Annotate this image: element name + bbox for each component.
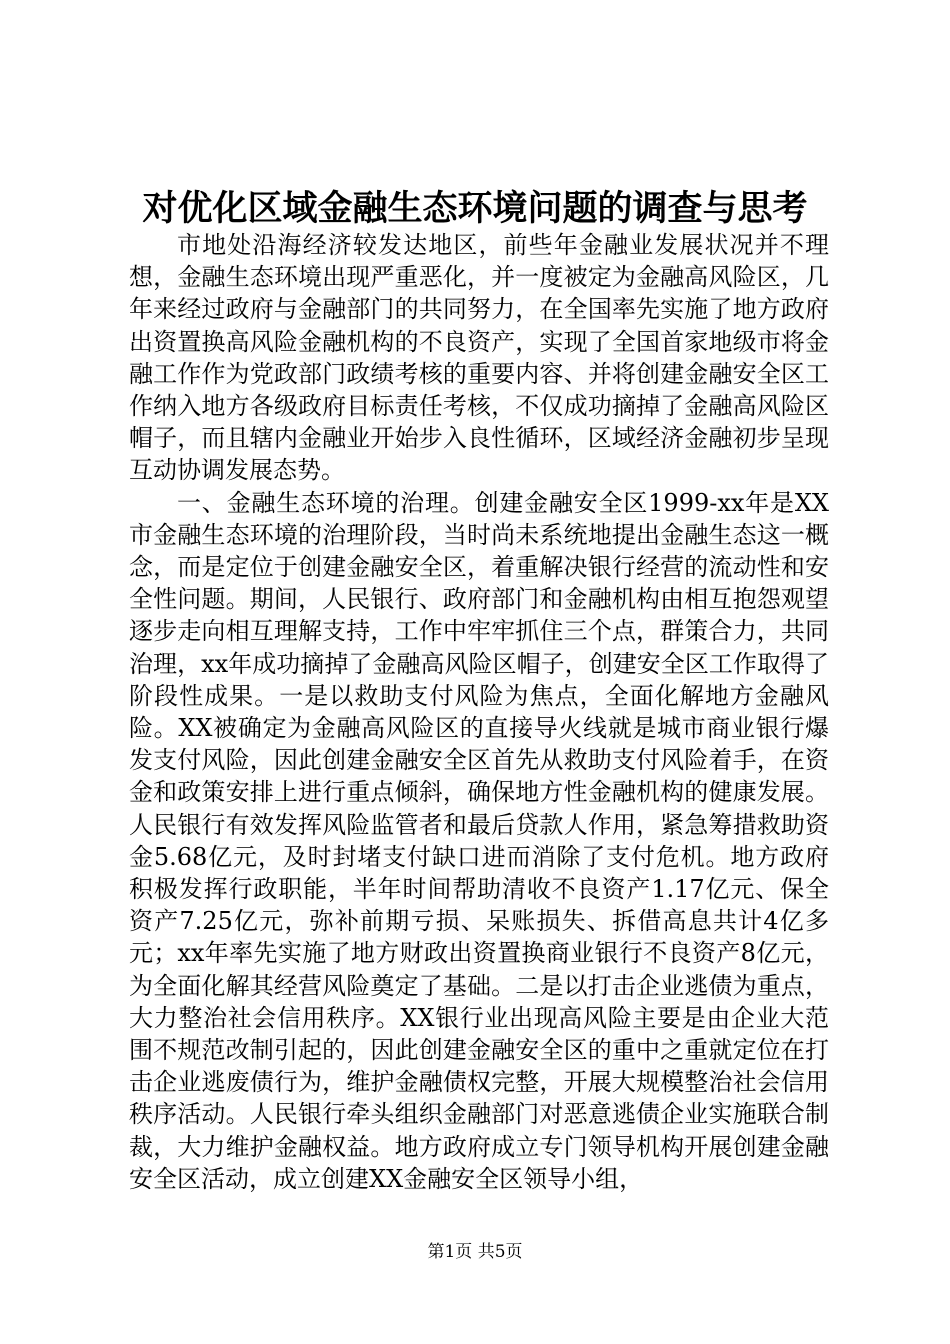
paragraph-section-one: 一、金融生态环境的治理。创建金融安全区1999-xx年是XX市金融生态环境的治理阶段，当时尚未系统地提出金融生态这一概念，而是定位于创建金融安全区，着重解决银行经营的流动性和安全性问题。期间，人民银行、政府部门和金融机构由相互抱怨观望逐步走向相互理解支持，工作中牢牢抓住三个点，群策合力，共同治理，xx年成功摘掉了金融高风险区帽子，创建安全区工作取得了阶段性成果。一是以救助支付风险为焦点，全面化解地方金融风险。XX被确定为金融高风险区的直接导火线就是城市商业银行爆发支付风险，因此创建金融安全区首先从救助支付风险着手，在资金和政策安排上进行重点倾斜，确保地方性金融机构的健康发展。人民银行有效发挥风险监管者和最后贷款人作用，紧急筹措救助资金5.68亿元，及时封堵支付缺口进而消除了支付危机。地方政府积极发挥行政职能，半年时间帮助清收不良资产1.17亿元、保全资产7.25亿元，弥补前期亏损、呆账损失、拆借高息共计4亿多元；xx年率先实施了地方财政出资置换商业银行不良资产8亿元，为全面化解其经营风险奠定了基础。二是以打击企业逃债为重点，大力整治社会信用秩序。XX银行业出现高风险主要是由企业大范围不规范改制引起的，因此创建金融安全区的重中之重就定位在打击企业逃废债行为，维护金融债权完整，开展大规模整治社会信用秩序活动。人民银行牵头组织金融部门对恶意逃债企业实施联合制裁，大力维护金融权益。地方政府成立专门领导机构开展创建金融安全区活动，成立创建XX金融安全区领导小组， bbox=[129, 488, 829, 1193]
document-title: 对优化区域金融生态环境问题的调查与思考 bbox=[142, 188, 808, 229]
document-body bbox=[129, 229, 829, 1195]
paragraph-intro: 市地处沿海经济较发达地区，前些年金融业发展状况并不理想，金融生态环境出现严重恶化，并一度被定为金融高风险区，几年来经过政府与金融部门的共同努力，在全国率先实施了地方政府出资置换高风险金融机构的不良资产，实现了全国首家地级市将金融工作作为党政部门政绩考核的重要内容、并将创建金融安全区工作纳入地方各级政府目标责任考核，不仅成功摘掉了金融高风险区帽子，而且辖内金融业开始步入良性循环，区域经济金融初步呈现互动协调发展态势。 bbox=[129, 231, 829, 485]
page-number-footer: 第1页 共5页 bbox=[427, 1242, 523, 1262]
